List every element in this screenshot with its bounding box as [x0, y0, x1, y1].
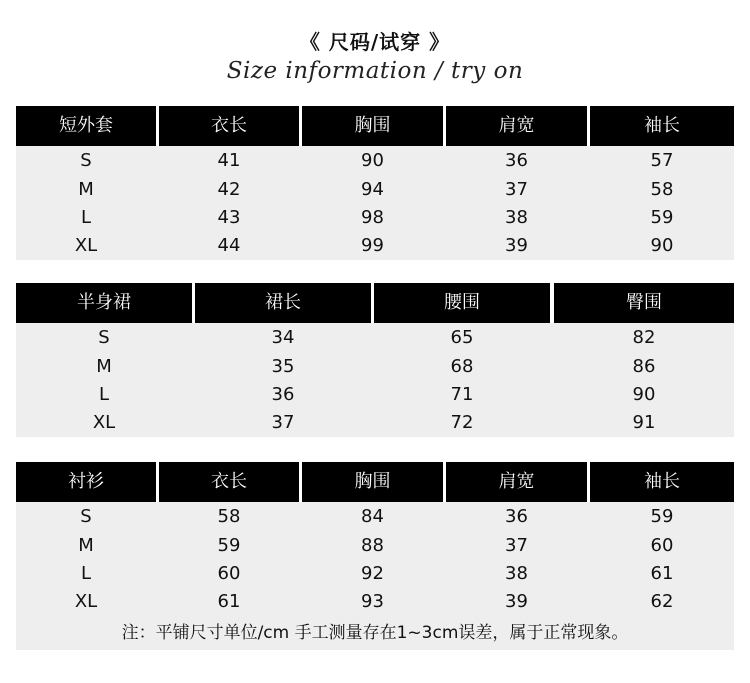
value-cell: 93: [361, 591, 384, 612]
size-cell: XL: [74, 235, 98, 256]
value-cell: 90: [650, 235, 674, 256]
value-cell: 65: [450, 327, 474, 348]
header-cell-shoulder: 肩宽: [446, 462, 587, 502]
value-cell: 61: [650, 563, 674, 584]
table-row: [16, 559, 734, 588]
header-cell-skirt-length: 裙长: [195, 283, 371, 323]
value-cell: 90: [361, 150, 384, 171]
value-cell: 72: [450, 412, 474, 433]
header-cell-category: 半身裙: [16, 283, 192, 323]
value-cell: 44: [217, 235, 241, 256]
value-cell: 39: [505, 591, 528, 612]
header-cell-waist: 腰围: [374, 283, 550, 323]
value-cell: 39: [505, 235, 528, 256]
table-row: [16, 587, 734, 616]
header-cell-bust: 胸围: [302, 106, 443, 146]
header-cell-category: 衬衫: [16, 462, 156, 502]
value-cell: 62: [650, 591, 674, 612]
header-cell-category: 短外套: [16, 106, 156, 146]
size-table-shirt: [16, 462, 734, 650]
value-cell: 68: [450, 356, 474, 377]
value-cell: 38: [505, 563, 528, 584]
value-cell: 82: [632, 327, 656, 348]
size-cell: S: [80, 506, 92, 527]
table-row: [16, 380, 734, 409]
header-cell-sleeve: 袖长: [590, 106, 734, 146]
value-cell: 43: [217, 207, 241, 228]
value-cell: 86: [632, 356, 656, 377]
size-cell: S: [98, 327, 110, 348]
measurement-note: 注：平铺尺寸单位/cm 手工测量存在1~3cm误差，属于正常现象。: [121, 623, 629, 643]
header-cell-hip: 臀围: [554, 283, 734, 323]
value-cell: 61: [217, 591, 241, 612]
value-cell: 38: [505, 207, 528, 228]
header-cell-length: 衣长: [159, 462, 299, 502]
value-cell: 59: [650, 506, 674, 527]
size-cell: S: [80, 150, 92, 171]
size-cell: L: [80, 207, 92, 228]
value-cell: 37: [271, 412, 295, 433]
value-cell: 92: [361, 563, 384, 584]
value-cell: 58: [217, 506, 241, 527]
table-row: [16, 175, 734, 204]
value-cell: 60: [217, 563, 241, 584]
value-cell: 37: [505, 535, 528, 556]
table-row: [16, 231, 734, 260]
value-cell: 90: [632, 384, 656, 405]
size-cell: XL: [74, 591, 98, 612]
page-title: 《 尺码/试穿 》: [299, 30, 451, 54]
value-cell: 36: [505, 150, 528, 171]
size-table-skirt: [16, 283, 734, 437]
header-cell-shoulder: 肩宽: [446, 106, 587, 146]
table-row: [16, 408, 734, 437]
table-row: [16, 323, 734, 352]
header-cell-length: 衣长: [159, 106, 299, 146]
size-cell: M: [78, 179, 94, 200]
value-cell: 94: [361, 179, 384, 200]
table-header-row: [16, 283, 734, 323]
table-row: [16, 531, 734, 560]
header-cell-bust: 胸围: [302, 462, 443, 502]
table-header-row: [16, 462, 734, 502]
table-row: [16, 352, 734, 381]
value-cell: 98: [361, 207, 384, 228]
value-cell: 59: [217, 535, 241, 556]
value-cell: 57: [650, 150, 674, 171]
size-table-jacket: [16, 106, 734, 260]
table-row: [16, 146, 734, 175]
header-cell-sleeve: 袖长: [590, 462, 734, 502]
value-cell: 37: [505, 179, 528, 200]
value-cell: 59: [650, 207, 674, 228]
value-cell: 42: [217, 179, 241, 200]
value-cell: 71: [450, 384, 474, 405]
value-cell: 36: [271, 384, 295, 405]
value-cell: 60: [650, 535, 674, 556]
table-header-row: [16, 106, 734, 146]
table-row: [16, 502, 734, 531]
size-cell: L: [80, 563, 92, 584]
value-cell: 91: [632, 412, 656, 433]
value-cell: 35: [271, 356, 295, 377]
value-cell: 88: [361, 535, 384, 556]
value-cell: 34: [271, 327, 295, 348]
size-cell: L: [98, 384, 110, 405]
size-cell: M: [78, 535, 94, 556]
value-cell: 36: [505, 506, 528, 527]
value-cell: 41: [217, 150, 241, 171]
value-cell: 84: [361, 506, 384, 527]
table-row: [16, 203, 734, 232]
size-cell: M: [96, 356, 112, 377]
page-subtitle: Size information / try on: [226, 58, 524, 84]
value-cell: 58: [650, 179, 674, 200]
value-cell: 99: [361, 235, 384, 256]
size-cell: XL: [92, 412, 116, 433]
